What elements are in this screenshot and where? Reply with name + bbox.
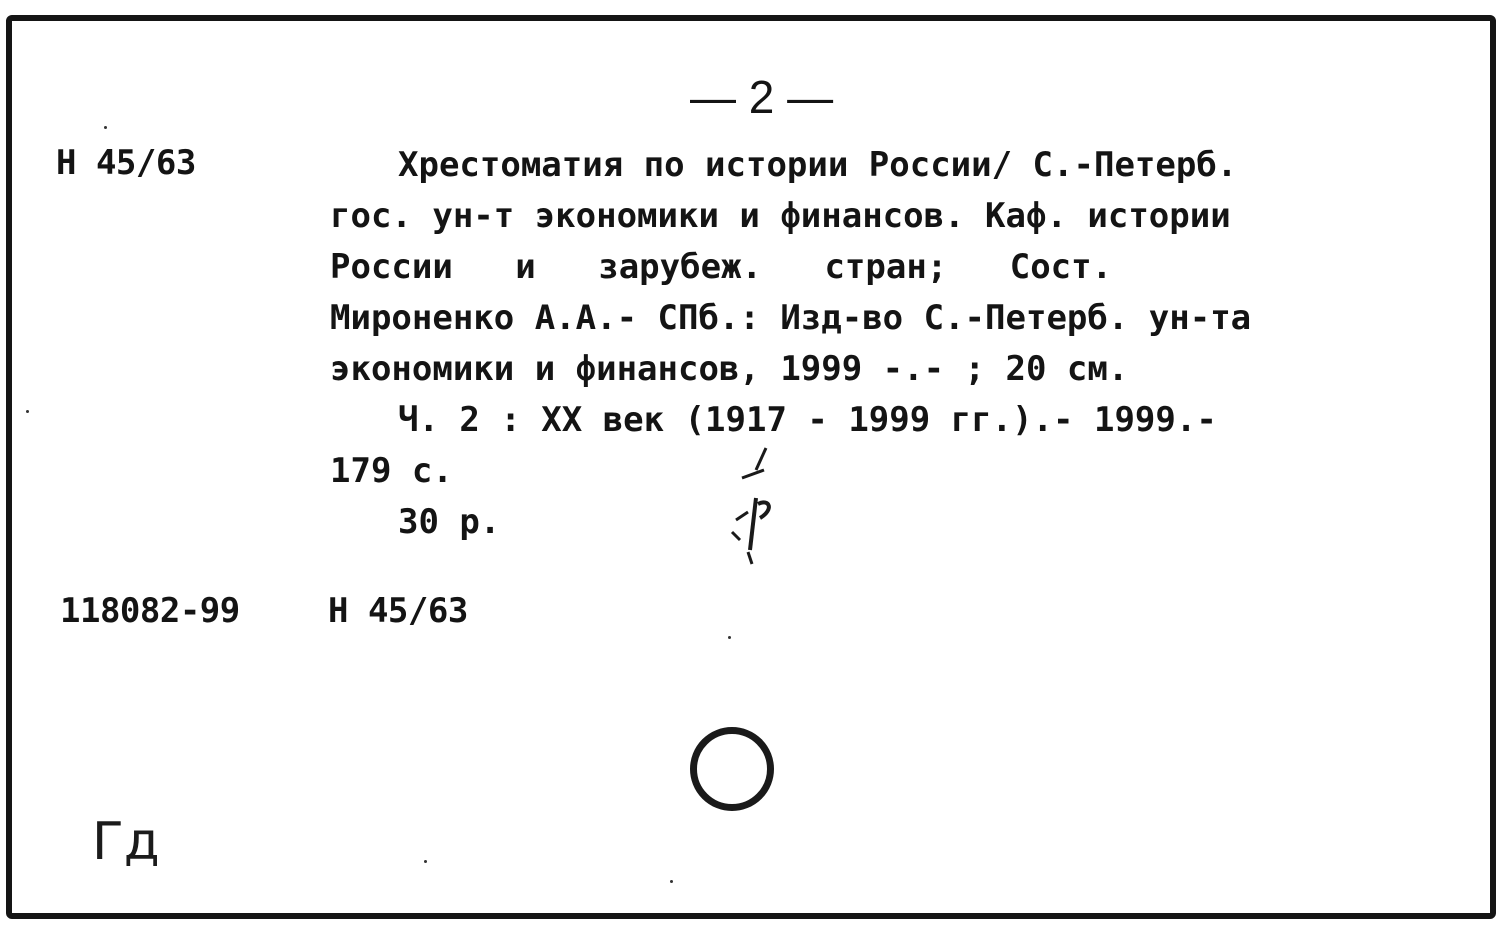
- description-line-2: гос. ун-т экономики и финансов. Каф. истории: [330, 196, 1231, 236]
- dust-speck: [670, 880, 673, 883]
- description-line-4: Мироненко А.А.- СПб.: Изд-во С.-Петерб. ун-та: [330, 298, 1252, 338]
- dust-speck: [104, 126, 107, 129]
- description-line-6: Ч. 2 : XX век (1917 - 1999 гг.).- 1999.-: [398, 400, 1217, 440]
- bibliographic-description: [330, 140, 1430, 548]
- punch-hole: [690, 727, 774, 811]
- dust-speck: [728, 636, 731, 639]
- handwritten-mark: Гд: [92, 812, 160, 872]
- handwritten-initials-mark: [718, 440, 788, 584]
- shelf-mark: Н 45/63: [56, 143, 196, 183]
- dust-speck: [424, 860, 427, 863]
- dust-speck: [26, 410, 29, 413]
- description-line-5: экономики и финансов, 1999 -.- ; 20 см.: [330, 349, 1129, 389]
- inventory-number: 118082-99: [60, 591, 240, 631]
- description-line-7: 179 с.: [330, 451, 453, 491]
- page-number: — 2 —: [690, 71, 834, 123]
- description-line-3: России и зарубеж. стран; Сост.: [330, 247, 1113, 287]
- call-number-bottom: Н 45/63: [328, 591, 468, 631]
- price-line: 30 р.: [398, 502, 501, 542]
- description-line-1: Хрестоматия по истории России/ С.-Петерб.: [398, 145, 1238, 185]
